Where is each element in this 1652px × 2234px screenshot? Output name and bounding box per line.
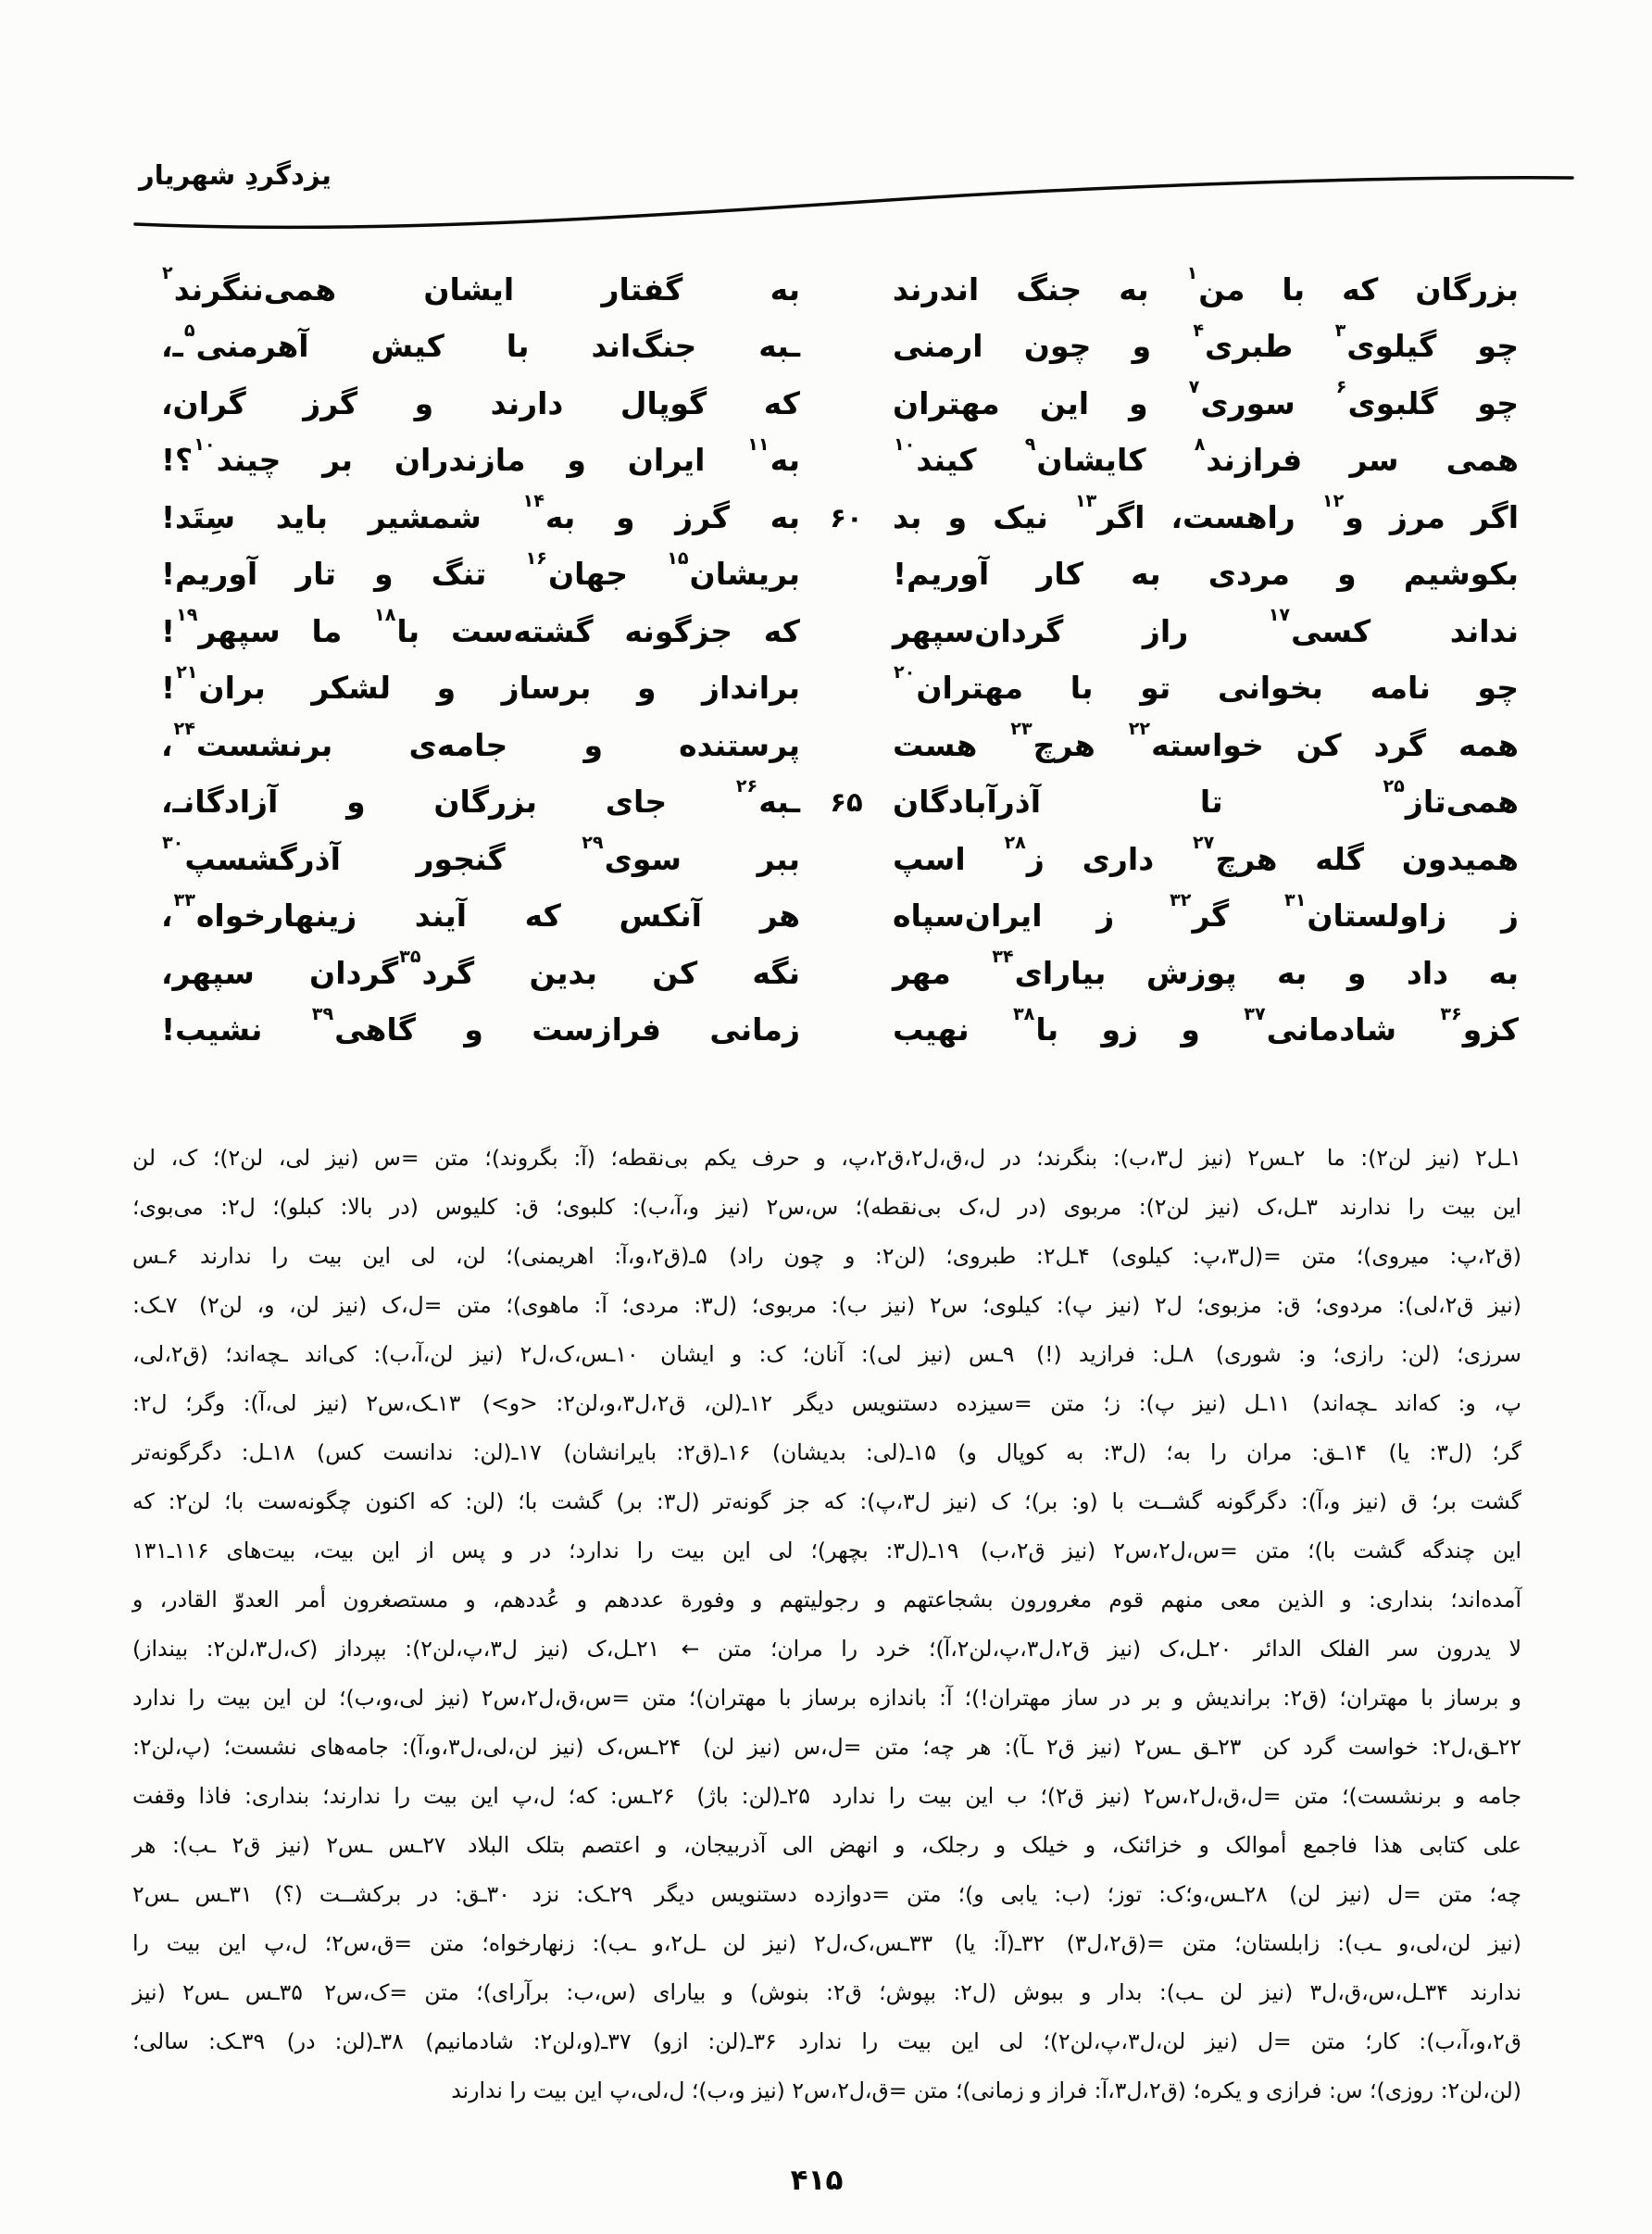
verse-text: و چون ارمنی	[893, 328, 1193, 365]
verse-text: هرچ	[1032, 726, 1128, 763]
verse-text: هر آنکس که آیند زینهارخواه	[195, 897, 800, 935]
verse-text: بریشان	[689, 556, 800, 593]
verse-couplet	[161, 717, 1519, 774]
header-rule-line	[130, 165, 1580, 233]
footnote-ref: ۳۶	[1440, 1002, 1462, 1024]
apparatus-line: لا یدرون سر الفلک الدائر ۲۰ـل،ک (نیز ق۲،ل۳،پ،لن۲،آ)؛ خرد را مران؛ متن ← ۲۱ـل،ک (نیز ل۳،پ،لن۲): بپرداز (ک،ل۳،لن۲: بینداز)	[132, 1636, 1521, 1662]
footnote-ref: ۱۷	[1268, 604, 1291, 626]
footnote-ref: ۸	[1194, 433, 1206, 455]
footnote-ref: ۳۵	[399, 946, 421, 968]
hemistich-left	[161, 319, 800, 365]
footnote-ref: ۴	[1193, 319, 1205, 341]
verse-couplet	[161, 660, 1519, 718]
verse-text: به	[770, 442, 800, 479]
verse-text: مهر	[893, 954, 992, 991]
verse-text: ز زاولستان	[1307, 897, 1519, 935]
verse-text: نداند کسی	[1291, 612, 1519, 649]
footnote-ref: ۱۱	[747, 433, 770, 455]
footnote-ref: ۳۷	[1244, 1002, 1266, 1024]
verse-text: بکوشیم و مردی به کار آوریم!	[893, 556, 1519, 593]
footnote-ref: ۲	[162, 262, 173, 284]
footnote-ref: ۲۳	[1010, 718, 1032, 740]
apparatus-line: ق۲،و،آ،ب): کار؛ متن =ل (نیز لن،ل۳،پ،لن۲)؛ لی این بیت را ندارد ۳۶ـ(لن: ازو) ۳۷ـ(و،لن۲: شادمانیم) ۳۸ـ(لن: در) ۳۹ـک: سالی؛	[132, 2028, 1521, 2054]
verse-text: ،	[161, 726, 173, 763]
hemistich-right	[893, 888, 1519, 935]
apparatus-line: علی کتابی هذا فاجمع أموالک و خزائنک، و خیلک و رجلک، و انهض الی آذربیجان، و اعتصم بتلک البلاد ۲۷ـس ـس۲ (نیز ق۲ ـب): هر	[132, 1832, 1521, 1858]
footnote-ref: ۱۰	[194, 433, 216, 455]
hemistich-left	[161, 604, 800, 650]
verse-text: چو گیلوی	[1346, 328, 1519, 365]
verse-couplet	[161, 433, 1519, 490]
verse-text: به گفتار ایشان همی‌ننگرند	[173, 270, 800, 307]
apparatus-line: این چندگه گشت با)؛ متن =س،ل۲،س۲ (نیز ق۲،ب) ۱۹ـ(ل۳: بچهر)؛ لی این بیت را ندارد؛ در و پس از این بیت، بیت‌های ۱۱۶ـ۱۳۱	[132, 1537, 1521, 1563]
apparatus-line: ندارند ۳۴ـل،س،ق،ل۳ (نیز لن ـب): بدار و ببوش (ل۲: بپوش؛ ق۲: بنوش) و بیارای (س،ب: برآرای)؛ متن =ک،س۲ ۳۵ـس ـس۲ (نیز	[132, 1979, 1521, 2005]
hemistich-left	[161, 262, 800, 308]
verse-text: برانداز و برساز و لشکر بران	[198, 670, 800, 707]
verse-text: همیدون گله هرچ	[1215, 840, 1519, 877]
verse-text: ،	[161, 897, 173, 935]
hemistich-right	[893, 556, 1519, 593]
verse-text: هست	[893, 726, 1010, 763]
verse-text: تنگ و تار آوریم!	[161, 556, 525, 593]
footnote-ref: ۷	[1188, 376, 1200, 398]
verse-text: راهست، اگر	[1097, 498, 1321, 535]
verse-text: چو گلبوی	[1347, 384, 1519, 421]
verse-text: اگر مرز و	[1345, 498, 1520, 535]
hemistich-left	[161, 718, 800, 764]
hemistich-left	[161, 832, 800, 878]
footnote-ref: ۳	[1334, 319, 1346, 341]
verse-text: ـبه جنگ‌اند با کیش آهرمنی	[195, 328, 800, 365]
apparatus	[132, 1134, 1521, 2115]
verse-text: داری ز	[1026, 840, 1192, 877]
verse-text: کیند	[916, 442, 1024, 479]
verse-text: ما سپهر	[198, 612, 374, 649]
verse-text: نشیب!	[161, 1011, 311, 1048]
hemistich-left	[161, 1002, 800, 1048]
apparatus-line: (نیز لن،لی،و ـب): زابلستان؛ متن =(ق۲،ل۳) ۳۲ـ(آ: یا) ۳۳ـس،ک،ل۲ (نیز لن ـل۲،و ـب): زنهارخواه؛ متن =ق،س۲؛ ل،پ این بیت را	[132, 1930, 1521, 1956]
verse-text: !	[161, 612, 176, 649]
verse-couplet	[161, 319, 1519, 376]
apparatus-line: سرزی؛ (لن: رازی؛ و: شوری) ۸ـل: فرازید (!) ۹ـس (نیز لی): آنان؛ ک: و ایشان ۱۰ـس،ک،ل۲ (نیز لن،آ،ب): کی‌اند ـچه‌اند؛ (ق۲،لی،	[132, 1341, 1521, 1367]
hemistich-right	[893, 718, 1519, 764]
footnote-ref: ۲۷	[1192, 832, 1215, 854]
verse-number: ۶۰	[830, 501, 863, 533]
footnote-ref: ۲۴	[173, 718, 195, 740]
verse-text: سوری	[1200, 384, 1335, 421]
hemistich-right	[893, 604, 1519, 650]
apparatus-line: جامه و برنشست)؛ متن =ل،ق،ل۲،س۲ (نیز ق۲)؛ ب این بیت را ندارد ۲۵ـ(لن: باژ) ۲۶ـس: که؛ ل،پ این بیت را ندارند؛ بنداری: فاذا وقفت	[132, 1783, 1521, 1809]
verse-couplet	[161, 1002, 1519, 1060]
verse-couplet	[161, 774, 1519, 832]
verse-text: !	[161, 670, 176, 707]
verse-couplet	[161, 375, 1519, 433]
verse-couplet	[161, 546, 1519, 604]
apparatus-line: آمده‌اند؛ بنداری: و الذین معی منهم قوم مغرورون بشجاعتهم و رجولیتهم و وفورة عددهم و عُددهم، و مستصغرون أمر العدوّ القادر، و	[132, 1587, 1521, 1613]
footnote-ref: ۱	[1186, 262, 1198, 284]
verse-text: همی‌تاز	[1405, 784, 1519, 821]
verse-text: چو نامه بخوانی تو با مهتران	[916, 670, 1519, 707]
verse-text: ـ،	[161, 328, 183, 365]
footnote-ref: ۱۰	[894, 433, 916, 455]
verse-text: که جزگونه گشته‌ست با	[396, 612, 800, 649]
verse-text: ز ایران‌سپاه	[893, 897, 1170, 935]
hemistich-right	[893, 774, 1519, 821]
verse-text: همه گرد کن خواسته	[1151, 726, 1519, 763]
hemistich-right	[893, 660, 1519, 707]
hemistich-left	[161, 546, 800, 593]
verse-text: ببر سوی	[604, 840, 800, 877]
footnote-ref: ۲۶	[735, 774, 758, 797]
footnote-ref: ۳۲	[1170, 888, 1192, 910]
verse-text: که گوپال دارند و گرز گران،	[161, 384, 800, 421]
hemistich-left	[161, 433, 800, 479]
verse-text: زمانی فرازست و گاهی	[334, 1011, 800, 1048]
hemistich-right	[893, 262, 1519, 308]
verse-text: همی سر فرازند	[1206, 442, 1519, 479]
verse-text: نیک و بد	[893, 498, 1074, 535]
verse-text: جهان	[547, 556, 667, 593]
apparatus-line: این بیت را ندارند ۳ـل،ک (نیز لن۲): مربوی (در ل،ک بی‌نقطه)؛ س،س۲ (نیز و،آ،ب): کلبوی؛ ق: کلیوس (در بالا: کبلو)؛ ل۲: می‌بوی؛	[132, 1194, 1522, 1220]
footnote-ref: ۱۹	[176, 604, 198, 626]
verse-couplet	[161, 489, 1519, 546]
apparatus-line: و برساز با مهتران؛ (ق۲: براندیش و بر در ساز مهتران!)؛ آ: باندازه برساز با مهتران)؛ متن =س،ق،ل۲،س۲ (نیز لی،و،ب)؛ لن این بیت را ندارد	[132, 1685, 1521, 1711]
hemistich-left	[161, 946, 800, 992]
verse-text: بزرگان که با من	[1198, 270, 1519, 307]
apparatus-line: (ق۲،پ: میروی)؛ متن =(ل۳،پ: کیلوی) ۴ـل۲: طبروی؛ (لن۲: و چون راد) ۵ـ(ق۲،و،آ: اهریمنی)؛ لن، لی این بیت را ندارند ۶ـس	[132, 1243, 1521, 1269]
verse-text: ـبه	[758, 784, 800, 821]
footnote-ref: ۲۸	[1004, 832, 1026, 854]
footnote-ref: ۳۹	[311, 1002, 334, 1024]
verse-text: شمشیر باید سِتَد!	[161, 498, 522, 535]
footnote-ref: ۱۲	[1321, 490, 1345, 512]
apparatus-line: (نیز ق۲،لی): مردوی؛ ق: مزبوی؛ ل۲ (نیز پ): کیلوی؛ س۲ (نیز ب): مربوی؛ (ل۳: مردی؛ آ: ماهوی)؛ متن =ل،ک (نیز لن، و، لن۲) ۷ـک:	[132, 1292, 1521, 1318]
hemistich-right	[893, 376, 1519, 422]
footnote-ref: ۹	[1024, 433, 1036, 455]
verse-text: تا آذرآبادگان	[893, 784, 1383, 821]
footnote-ref: ۳۴	[992, 946, 1014, 968]
running-head-title: یزدگردِ شهریار	[139, 159, 332, 191]
hemistich-right	[893, 490, 1520, 536]
hemistich-right	[893, 946, 1520, 992]
footnote-ref: ۱۶	[525, 546, 547, 569]
verse-text: کایشان	[1036, 442, 1194, 479]
footnote-ref: ۳۳	[173, 888, 195, 910]
verse-text: گردان سپهر،	[161, 954, 399, 991]
footnote-ref: ۲۹	[582, 832, 604, 854]
verse-number: ۶۵	[830, 786, 863, 819]
verse-text: نگه کن بدین گرد	[421, 954, 800, 991]
apparatus-line: چه؛ متن =ل (نیز لن) ۲۸ـس،و؛ک: توز؛ (ب: یابی و)؛ متن =دوازده دستنویس دیگر ۲۹ـک: نزد ۳۰ـق: در برکشــت (؟) ۳۱ـس ـس۲	[132, 1881, 1522, 1907]
footnote-ref: ۵	[183, 319, 195, 341]
poem	[161, 261, 1519, 1059]
verse-text: طبری	[1205, 328, 1334, 365]
verse-text: گر	[1192, 897, 1284, 935]
verse-text: به جنگ اندرند	[893, 270, 1186, 307]
hemistich-left	[161, 385, 800, 422]
verse-couplet	[161, 831, 1519, 888]
verse-text: شادمانی	[1266, 1011, 1440, 1048]
verse-couplet	[161, 261, 1519, 319]
verse-text: گنجور آذرگشسپ	[184, 840, 582, 877]
page-number: ۴۱۵	[790, 2164, 844, 2197]
verse-text: راز گردان‌سپهر	[893, 612, 1268, 649]
verse-text: جای بزرگان و آزادگانـ،	[161, 784, 735, 821]
hemistich-right	[893, 319, 1519, 365]
footnote-ref: ۱۳	[1075, 490, 1097, 512]
verse-couplet	[161, 603, 1519, 660]
footnote-ref: ۲۵	[1383, 774, 1405, 797]
apparatus-line: ۲۲ـق،ل۲: خواست گرد کن ۲۳ـق ـس۲ (نیز ق۲ ـآ): هر چه؛ متن =ل،س (نیز لن) ۲۴ـس،ک (نیز لن،لی،ل۳،و،آ): جامه‌های نشست؛ (پ،لن۲:	[132, 1734, 1521, 1760]
hemistich-right	[893, 433, 1519, 479]
verse-text: کزو	[1462, 1011, 1519, 1048]
apparatus-line: گشت بر؛ ق (نیز و،آ): دگرگونه گشــت با (و: بر)؛ ک (نیز ل۳،پ): که جز گونه‌تر (ل۳: بر) گشت با؛ (لن: که اکنون چگونه‌ست با؛ لن۲: که	[132, 1488, 1521, 1514]
footnote-ref: ۲۱	[176, 660, 198, 683]
footnote-ref: ۳۰	[162, 832, 184, 854]
footnote-ref: ۳۸	[1012, 1002, 1035, 1024]
verse-couplet	[161, 945, 1519, 1002]
footnote-ref: ۲۲	[1128, 718, 1151, 740]
verse-text: ؟!	[161, 442, 194, 479]
apparatus-line: گر؛ (ل۳: یا) ۱۴ـق: مران را به؛ (ل۳: به کوپال و) ۱۵ـ(لی: بدیشان) ۱۶ـ(ق۲: بایرانشان) ۱۷ـ(لن: ندانست کس) ۱۸ـل: دگرگونه‌تر	[132, 1439, 1522, 1465]
footnote-ref: ۳۱	[1284, 888, 1307, 910]
footnote-ref: ۱۵	[667, 546, 689, 569]
verse-text: نهیب	[893, 1011, 1012, 1048]
verse-text: پرستنده و جامه‌ی برنشست	[195, 726, 800, 763]
footnote-ref: ۱۸	[374, 604, 396, 626]
apparatus-line: (لن،لن۲: روزی)؛ س: فرازی و یکره؛ (ق۲،ل۳،آ: فراز و زمانی)؛ متن =ق،ل۲،س۲ (نیز و،ب)؛ ل،لی،پ این بیت را ندارند	[451, 2077, 1521, 2103]
verse-text: به داد و به پوزش بیارای	[1014, 954, 1520, 991]
footnote-ref: ۶	[1335, 376, 1347, 398]
verse-couplet	[161, 888, 1519, 946]
hemistich-left	[161, 490, 800, 536]
verse-text: به گرز و به	[544, 498, 800, 535]
footnote-ref: ۲۰	[894, 660, 916, 683]
hemistich-right	[893, 1002, 1519, 1048]
hemistich-left	[161, 660, 800, 707]
verse-text: و زو با	[1035, 1011, 1244, 1048]
hemistich-left	[161, 774, 800, 821]
footnote-ref: ۱۴	[522, 490, 544, 512]
verse-text: و این مهتران	[893, 384, 1188, 421]
apparatus-line: ۱ـل۲ (نیز لن۲): ما ۲ـس۲ (نیز ل۳،ب): بنگرند؛ در ل،ق،ل۲،ق۲،پ، و حرف یکم بی‌نقطه؛ (آ: بگروند)؛ متن =س (نیز لی، لن۲)؛ ک، لن	[132, 1145, 1521, 1171]
hemistich-right	[893, 832, 1519, 878]
verse-text: اسپ	[893, 840, 1004, 877]
apparatus-line: پ، و: که‌اند ـچه‌اند) ۱۱ـل (نیز پ): ز؛ متن =سیزده دستنویس دیگر ۱۲ـ(لن، ق۲،ل۳،و،لن۲: <و>) ۱۳ـک،س۲ (نیز لی،آ): وگر؛ ل۲:	[132, 1390, 1521, 1416]
verse-text: ایران و مازندران بر چیند	[216, 442, 747, 479]
hemistich-left	[161, 888, 800, 935]
